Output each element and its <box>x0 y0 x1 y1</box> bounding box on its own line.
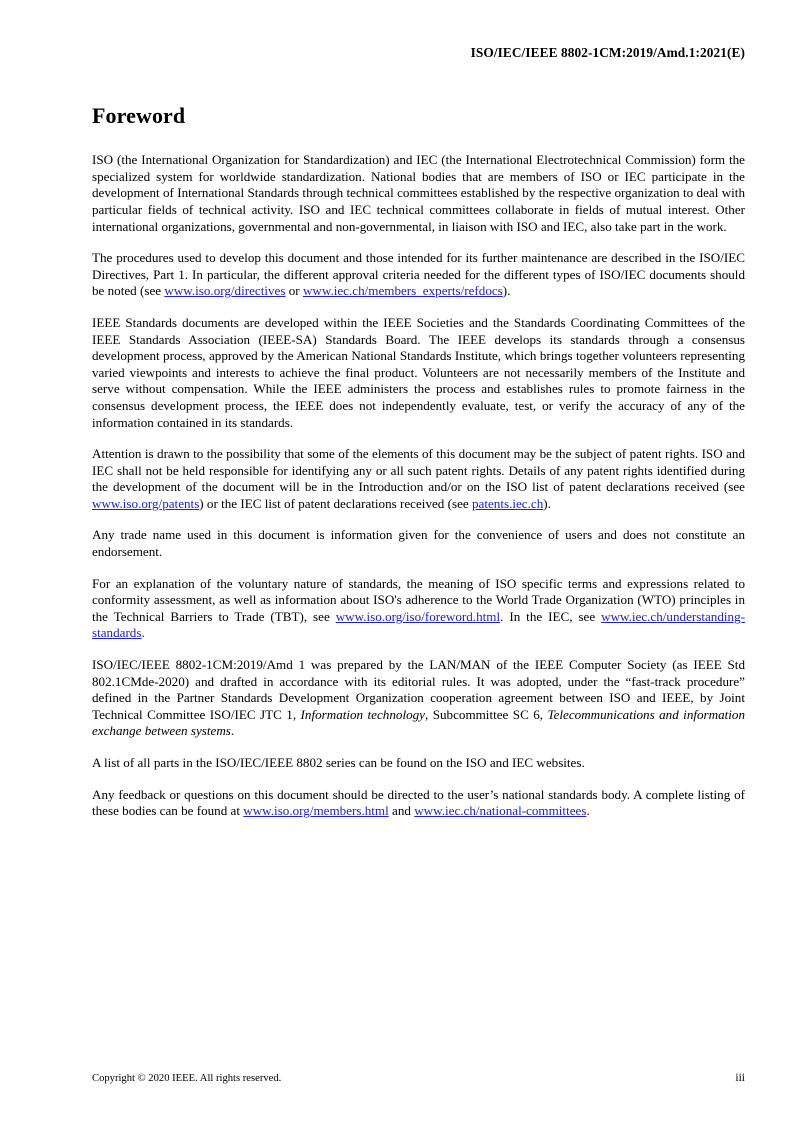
paragraph-trade-name: Any trade name used in this document is information given for the convenience of users and does not constitute an endorsement. <box>92 527 745 560</box>
paragraph-procedures-text-b: or <box>285 283 303 299</box>
paragraph-procedures-text-a: The procedures used to develop this document and those intended for its further maintenance are described in the ISO/IEC Directives, Part 1. In particular, the different approval criteria needed for the different types of ISO/IEC documents should be noted (see <box>92 250 745 299</box>
paragraph-voluntary-nature <box>92 576 745 642</box>
copyright-notice: Copyright © 2020 IEEE. All rights reserved. <box>92 1073 282 1084</box>
paragraph-feedback-text-c: . <box>586 803 590 819</box>
paragraph-parts-list: A list of all parts in the ISO/IEC/IEEE 8802 series can be found on the ISO and IEC websites. <box>92 755 585 770</box>
link-iso-members[interactable]: www.iso.org/members.html <box>243 803 389 819</box>
paragraph-feedback <box>92 787 745 820</box>
paragraph-ieee-standards: IEEE Standards documents are developed within the IEEE Societies and the Standards Coordinating Committees of the IEEE Standards Association (IEEE-SA) Standards Board. The IEEE develops its standards through a consensus development process, approved by the American National Standards Institute, which brings together volunteers representing varied viewpoints and interests to achieve the final product. Volunteers are not necessarily members of the Institute and serve without compensation. While the IEEE administers the process and establishes rules to promote fairness in the consensus development process, the IEEE does not independently evaluate, test, or verify the accuracy of any of the information contained in its standards. <box>92 314 745 430</box>
paragraph-patent-text-a: Attention is drawn to the possibility that some of the elements of this document may be the subject of patent rights. ISO and IEC shall not be held responsible for identifying any or all such patent rights. Details of any patent rights identified during the development of the document will be in the Introduction and/or on the ISO list of patent declarations received (see <box>92 446 745 495</box>
paragraph-preparation-text-b: , Subcommittee SC 6, <box>425 706 548 722</box>
paragraph-voluntary-text-a: For an explanation of the voluntary nature of standards, the meaning of ISO specific terms and expressions related to conformity assessment, as well as information about ISO's adherence to the World Trade Organization (WTO) principles in the Technical Barriers to Trade (TBT), see <box>92 575 745 624</box>
paragraph-procedures-text-c: ). <box>502 283 511 299</box>
paragraph-preparation-text-c: . <box>230 723 235 739</box>
paragraph-voluntary-text-c: . <box>141 625 145 641</box>
paragraph-feedback-text-b: and <box>388 803 415 819</box>
paragraph-preparation-text-a: ISO/IEC/IEEE 8802-1CM:2019/Amd 1 was prepared by the LAN/MAN of the IEEE Computer Society (as IEEE Std 802.1CMde-2020) and drafted in accordance with its editorial rules. It was adopted, under the “fast-track procedure” defined in the Partner Standards Development Organization cooperation agreement between ISO and IEEE, by Joint Technical Committee ISO/IEC JTC 1, <box>92 657 745 722</box>
committee-title-jtc1: Information technology <box>300 706 425 722</box>
paragraph-iso-iec-intro: ISO (the International Organization for Standardization) and IEC (the International Electrotechnical Commission) form the specialized system for worldwide standardization. National bodies that are members of ISO or IEC participate in the development of International Standards through technical committees established by the respective organization to deal with particular fields of technical activity. ISO and IEC technical committees collaborate in fields of mutual interest. Other international organizations, governmental and non-governmental, in liaison with ISO and IEC, also take part in the work. <box>92 152 745 234</box>
link-patents-iec[interactable]: patents.iec.ch <box>471 495 544 511</box>
paragraph-patent-rights <box>92 446 745 512</box>
paragraph-feedback-text-a: Any feedback or questions on this document should be directed to the user’s national standards body. A complete listing of these bodies can be found at <box>92 786 745 819</box>
paragraph-patent-text-c: ). <box>543 495 551 511</box>
page-title: Foreword <box>92 103 186 128</box>
paragraph-preparation <box>92 657 745 740</box>
page-number: iii <box>735 1072 745 1084</box>
paragraph-patent-text-b: ) or the IEC list of patent declarations received (see <box>199 495 472 511</box>
link-iso-foreword[interactable]: www.iso.org/iso/foreword.html <box>335 608 501 624</box>
link-iec-refdocs[interactable]: www.iec.ch/members_experts/refdocs <box>302 283 503 299</box>
subcommittee-title-sc6: Telecommunications and information exchange between systems <box>92 706 746 739</box>
document-body <box>92 104 745 820</box>
running-head: ISO/IEC/IEEE 8802-1CM:2019/Amd.1:2021(E) <box>470 45 745 60</box>
paragraph-procedures <box>92 250 745 300</box>
link-iso-directives[interactable]: www.iso.org/directives <box>164 283 286 299</box>
link-iec-understanding-standards[interactable]: www.iec.ch/understanding-standards <box>92 608 745 641</box>
link-iec-national-committees[interactable]: www.iec.ch/national-committees <box>414 803 587 819</box>
paragraph-voluntary-text-b: . In the IEC, see <box>500 608 602 624</box>
page-footer <box>92 1072 745 1084</box>
link-iso-patents[interactable]: www.iso.org/patents <box>92 495 200 511</box>
